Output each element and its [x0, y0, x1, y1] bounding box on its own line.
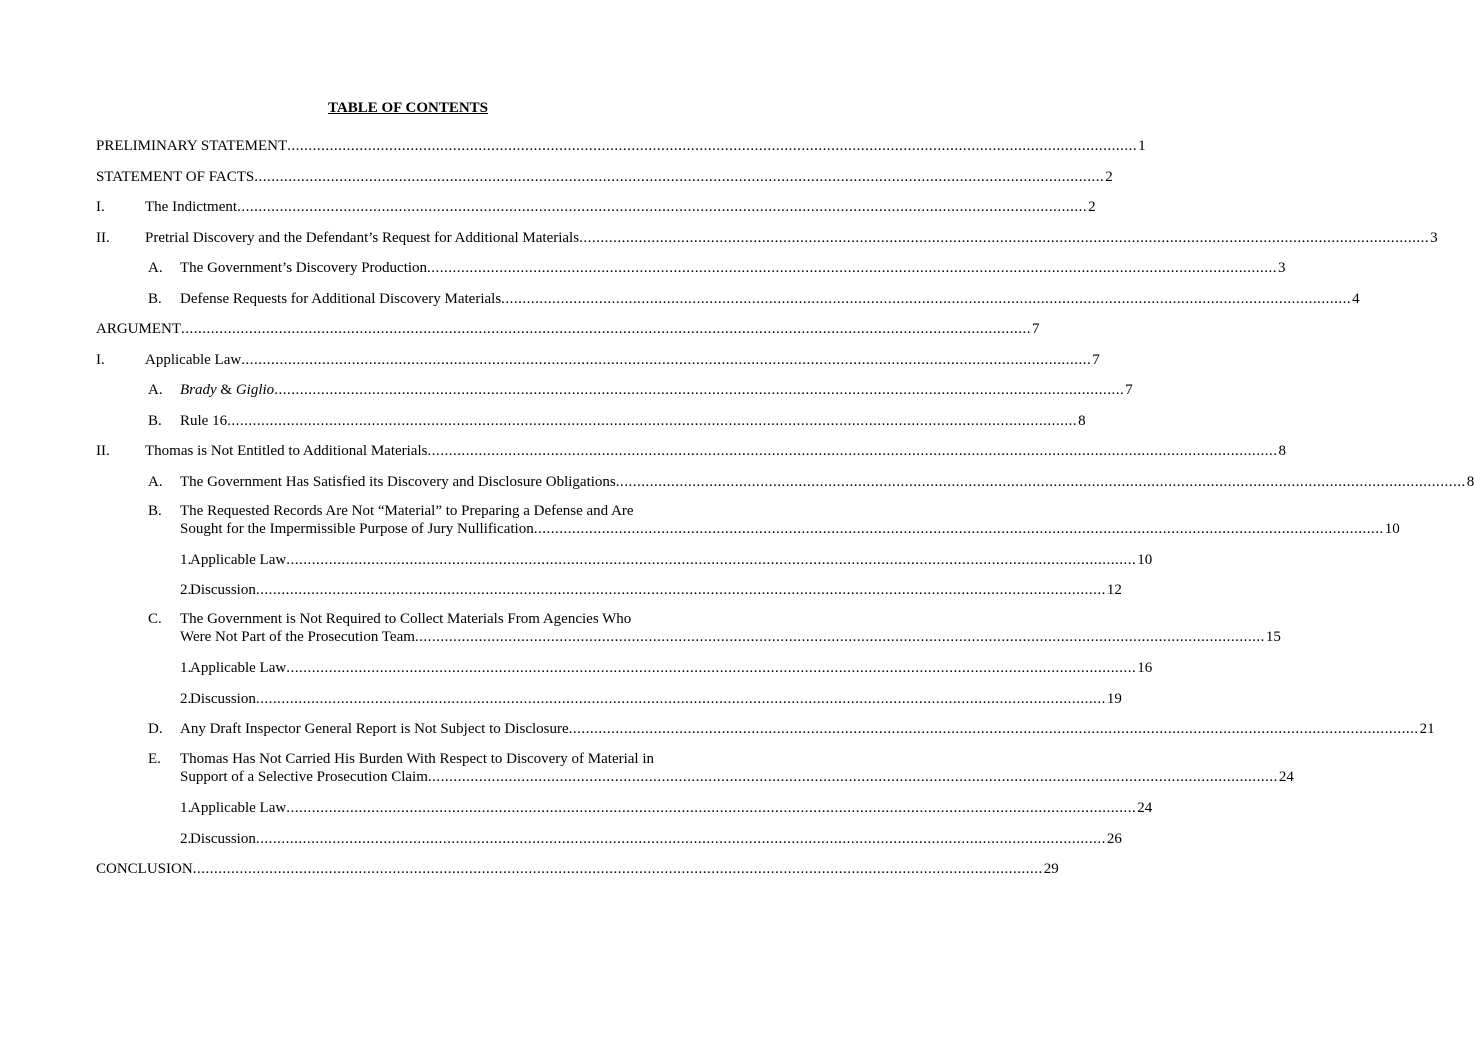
toc-entry-continuation[interactable] [96, 628, 1281, 646]
toc-entry-number: 1. [180, 660, 192, 676]
toc-entry[interactable] [96, 473, 1474, 491]
toc-entry-title: The Indictment [145, 199, 238, 215]
toc-entry-title: Thomas Has Not Carried His Burden With Respect to Discovery of Material in [180, 751, 655, 767]
toc-entry-number: B. [148, 413, 162, 429]
toc-entry-page: 21 [1419, 721, 1435, 737]
toc-entry-number: B. [148, 503, 162, 519]
toc-entry[interactable] [96, 381, 1133, 399]
leader-dots: ........................................................................................................................................................................................................ [427, 443, 1278, 459]
toc-entry[interactable] [96, 799, 1153, 817]
toc-entry-page: 8 [1466, 474, 1474, 490]
toc-entry-number: 1. [180, 800, 192, 816]
toc-entry[interactable] [96, 690, 1122, 708]
toc-entry-number: B. [148, 291, 162, 307]
leader-dots: ........................................................................................................................................................................................................ [286, 660, 1137, 676]
leader-dots: ........................................................................................................................................................................................................ [181, 321, 1031, 337]
toc-entry-page: 16 [1137, 660, 1153, 676]
toc-entry-title: Were Not Part of the Prosecution Team [180, 629, 415, 645]
toc-entry-title: Rule 16 [180, 413, 228, 429]
leader-dots: ........................................................................................................................................................................................................ [533, 521, 1384, 537]
toc-entry-number: C. [148, 611, 162, 627]
leader-dots: ........................................................................................................................................................................................................ [286, 800, 1137, 816]
leader-dots: ........................................................................................................................................................................................................ [568, 721, 1419, 737]
toc-entry[interactable] [96, 502, 720, 520]
toc-entry-page: 19 [1106, 691, 1122, 707]
toc-entry[interactable] [96, 750, 720, 768]
toc-entry-number: A. [148, 382, 163, 398]
toc-entry-title: STATEMENT OF FACTS [96, 169, 255, 185]
toc-entry-title: Support of a Selective Prosecution Claim [180, 769, 428, 785]
toc-entry-title: Pretrial Discovery and the Defendant’s Request for Additional Materials [145, 230, 580, 246]
toc-entry-page: 7 [1032, 321, 1040, 337]
toc-entry-number: I. [96, 352, 105, 368]
toc-entry-title: Discussion [190, 691, 256, 707]
leader-dots: ........................................................................................................................................................................................................ [579, 230, 1430, 246]
toc-entry-page: 24 [1278, 769, 1294, 785]
leader-dots: ........................................................................................................................................................................................................ [192, 861, 1043, 877]
toc-entry[interactable] [96, 259, 1286, 277]
toc-entry[interactable] [96, 551, 1153, 569]
toc-entry-title: The Requested Records Are Not “Material” to Preparing a Defense and Are [180, 503, 634, 519]
toc-entry[interactable] [96, 229, 1438, 247]
toc-entry-title: The Government Has Satisfied its Discovery and Disclosure Obligations [180, 474, 616, 490]
toc-entry-page: 15 [1265, 629, 1281, 645]
toc-entry[interactable] [96, 581, 1122, 599]
toc-entry[interactable] [96, 830, 1122, 848]
toc-title: TABLE OF CONTENTS [327, 100, 489, 116]
toc-entry-number: E. [148, 751, 161, 767]
leader-dots: ........................................................................................................................................................................................................ [255, 691, 1106, 707]
toc-entry-page: 4 [1352, 291, 1360, 307]
leader-dots: ........................................................................................................................................................................................................ [237, 199, 1088, 215]
toc-entry-number: A. [148, 260, 163, 276]
toc-entry-number: D. [148, 721, 163, 737]
toc-entry-title: The Government’s Discovery Production [180, 260, 428, 276]
leader-dots: ........................................................................................................................................................................................................ [427, 260, 1278, 276]
toc-entry-page: 3 [1278, 260, 1286, 276]
toc-entry[interactable] [96, 290, 1360, 308]
toc-entry-title: Discussion [190, 582, 256, 598]
toc-entry-title: Thomas is Not Entitled to Additional Materials [145, 443, 428, 459]
toc-entry-number: II. [96, 230, 110, 246]
toc-entry-title: Applicable Law [190, 800, 287, 816]
toc-entry[interactable] [96, 168, 1113, 186]
leader-dots: ........................................................................................................................................................................................................ [427, 769, 1278, 785]
leader-dots: ........................................................................................................................................................................................................ [414, 629, 1265, 645]
toc-entry-title: ARGUMENT [96, 321, 181, 337]
toc-entry-page: 24 [1137, 800, 1153, 816]
toc-entry-title: Brady & Giglio [180, 382, 275, 398]
toc-entry-title: Applicable Law [190, 552, 287, 568]
toc-entry-page: 2 [1088, 199, 1096, 215]
toc-entry-number: 1. [180, 552, 192, 568]
toc-entry-title: The Government is Not Required to Collect Materials From Agencies Who [180, 611, 632, 627]
toc-entry-title: Sought for the Impermissible Purpose of Jury Nullification [180, 521, 534, 537]
leader-dots: ........................................................................................................................................................................................................ [255, 582, 1106, 598]
toc-entry[interactable] [96, 659, 1153, 677]
toc-entry-page: 26 [1106, 831, 1122, 847]
toc-entry-number: 2. [180, 831, 192, 847]
toc-entry-number: A. [148, 474, 163, 490]
toc-entry-number: 2. [180, 582, 192, 598]
leader-dots: ........................................................................................................................................................................................................ [227, 413, 1078, 429]
toc-entry-page: 7 [1092, 352, 1100, 368]
toc-entry-number: I. [96, 199, 105, 215]
toc-entry-title: Applicable Law [145, 352, 242, 368]
toc-entry[interactable] [96, 720, 1435, 738]
toc-entry[interactable] [96, 198, 1096, 216]
toc-entry-page: 1 [1138, 138, 1146, 154]
toc-entry[interactable] [96, 137, 1146, 155]
toc-entry-title: Discussion [190, 831, 256, 847]
toc-entry-page: 10 [1137, 552, 1153, 568]
toc-entry-title: Defense Requests for Additional Discovery Materials [180, 291, 502, 307]
toc-entry[interactable] [96, 442, 1286, 460]
toc-entry-page: 3 [1430, 230, 1438, 246]
toc-entry[interactable] [96, 860, 1059, 878]
toc-entry-title: CONCLUSION [96, 861, 193, 877]
leader-dots: ........................................................................................................................................................................................................ [286, 552, 1137, 568]
toc-entry-title: Any Draft Inspector General Report is Not Subject to Disclosure [180, 721, 569, 737]
leader-dots: ........................................................................................................................................................................................................ [501, 291, 1352, 307]
leader-dots: ........................................................................................................................................................................................................ [274, 382, 1125, 398]
toc-entry-page: 8 [1278, 443, 1286, 459]
toc-entry-page: 7 [1125, 382, 1133, 398]
toc-entry[interactable] [96, 412, 1086, 430]
leader-dots: ........................................................................................................................................................................................................ [254, 169, 1105, 185]
toc-entry[interactable] [96, 610, 720, 628]
toc-entry-title: Applicable Law [190, 660, 287, 676]
toc-entry-continuation[interactable] [96, 768, 1294, 786]
toc-entry-number: II. [96, 443, 110, 459]
toc-entry[interactable] [96, 320, 1040, 338]
toc-entry-continuation[interactable] [96, 520, 1400, 538]
leader-dots: ........................................................................................................................................................................................................ [241, 352, 1092, 368]
toc-entry-page: 12 [1106, 582, 1122, 598]
leader-dots: ........................................................................................................................................................................................................ [287, 138, 1138, 154]
toc-entry-title: PRELIMINARY STATEMENT [96, 138, 288, 154]
toc-entry-page: 29 [1043, 861, 1059, 877]
toc-entry[interactable] [96, 351, 1100, 369]
leader-dots: ........................................................................................................................................................................................................ [615, 474, 1466, 490]
toc-entry-page: 10 [1384, 521, 1400, 537]
toc-entry-page: 8 [1078, 413, 1086, 429]
toc-entry-number: 2. [180, 691, 192, 707]
toc-entry-page: 2 [1105, 169, 1113, 185]
leader-dots: ........................................................................................................................................................................................................ [255, 831, 1106, 847]
